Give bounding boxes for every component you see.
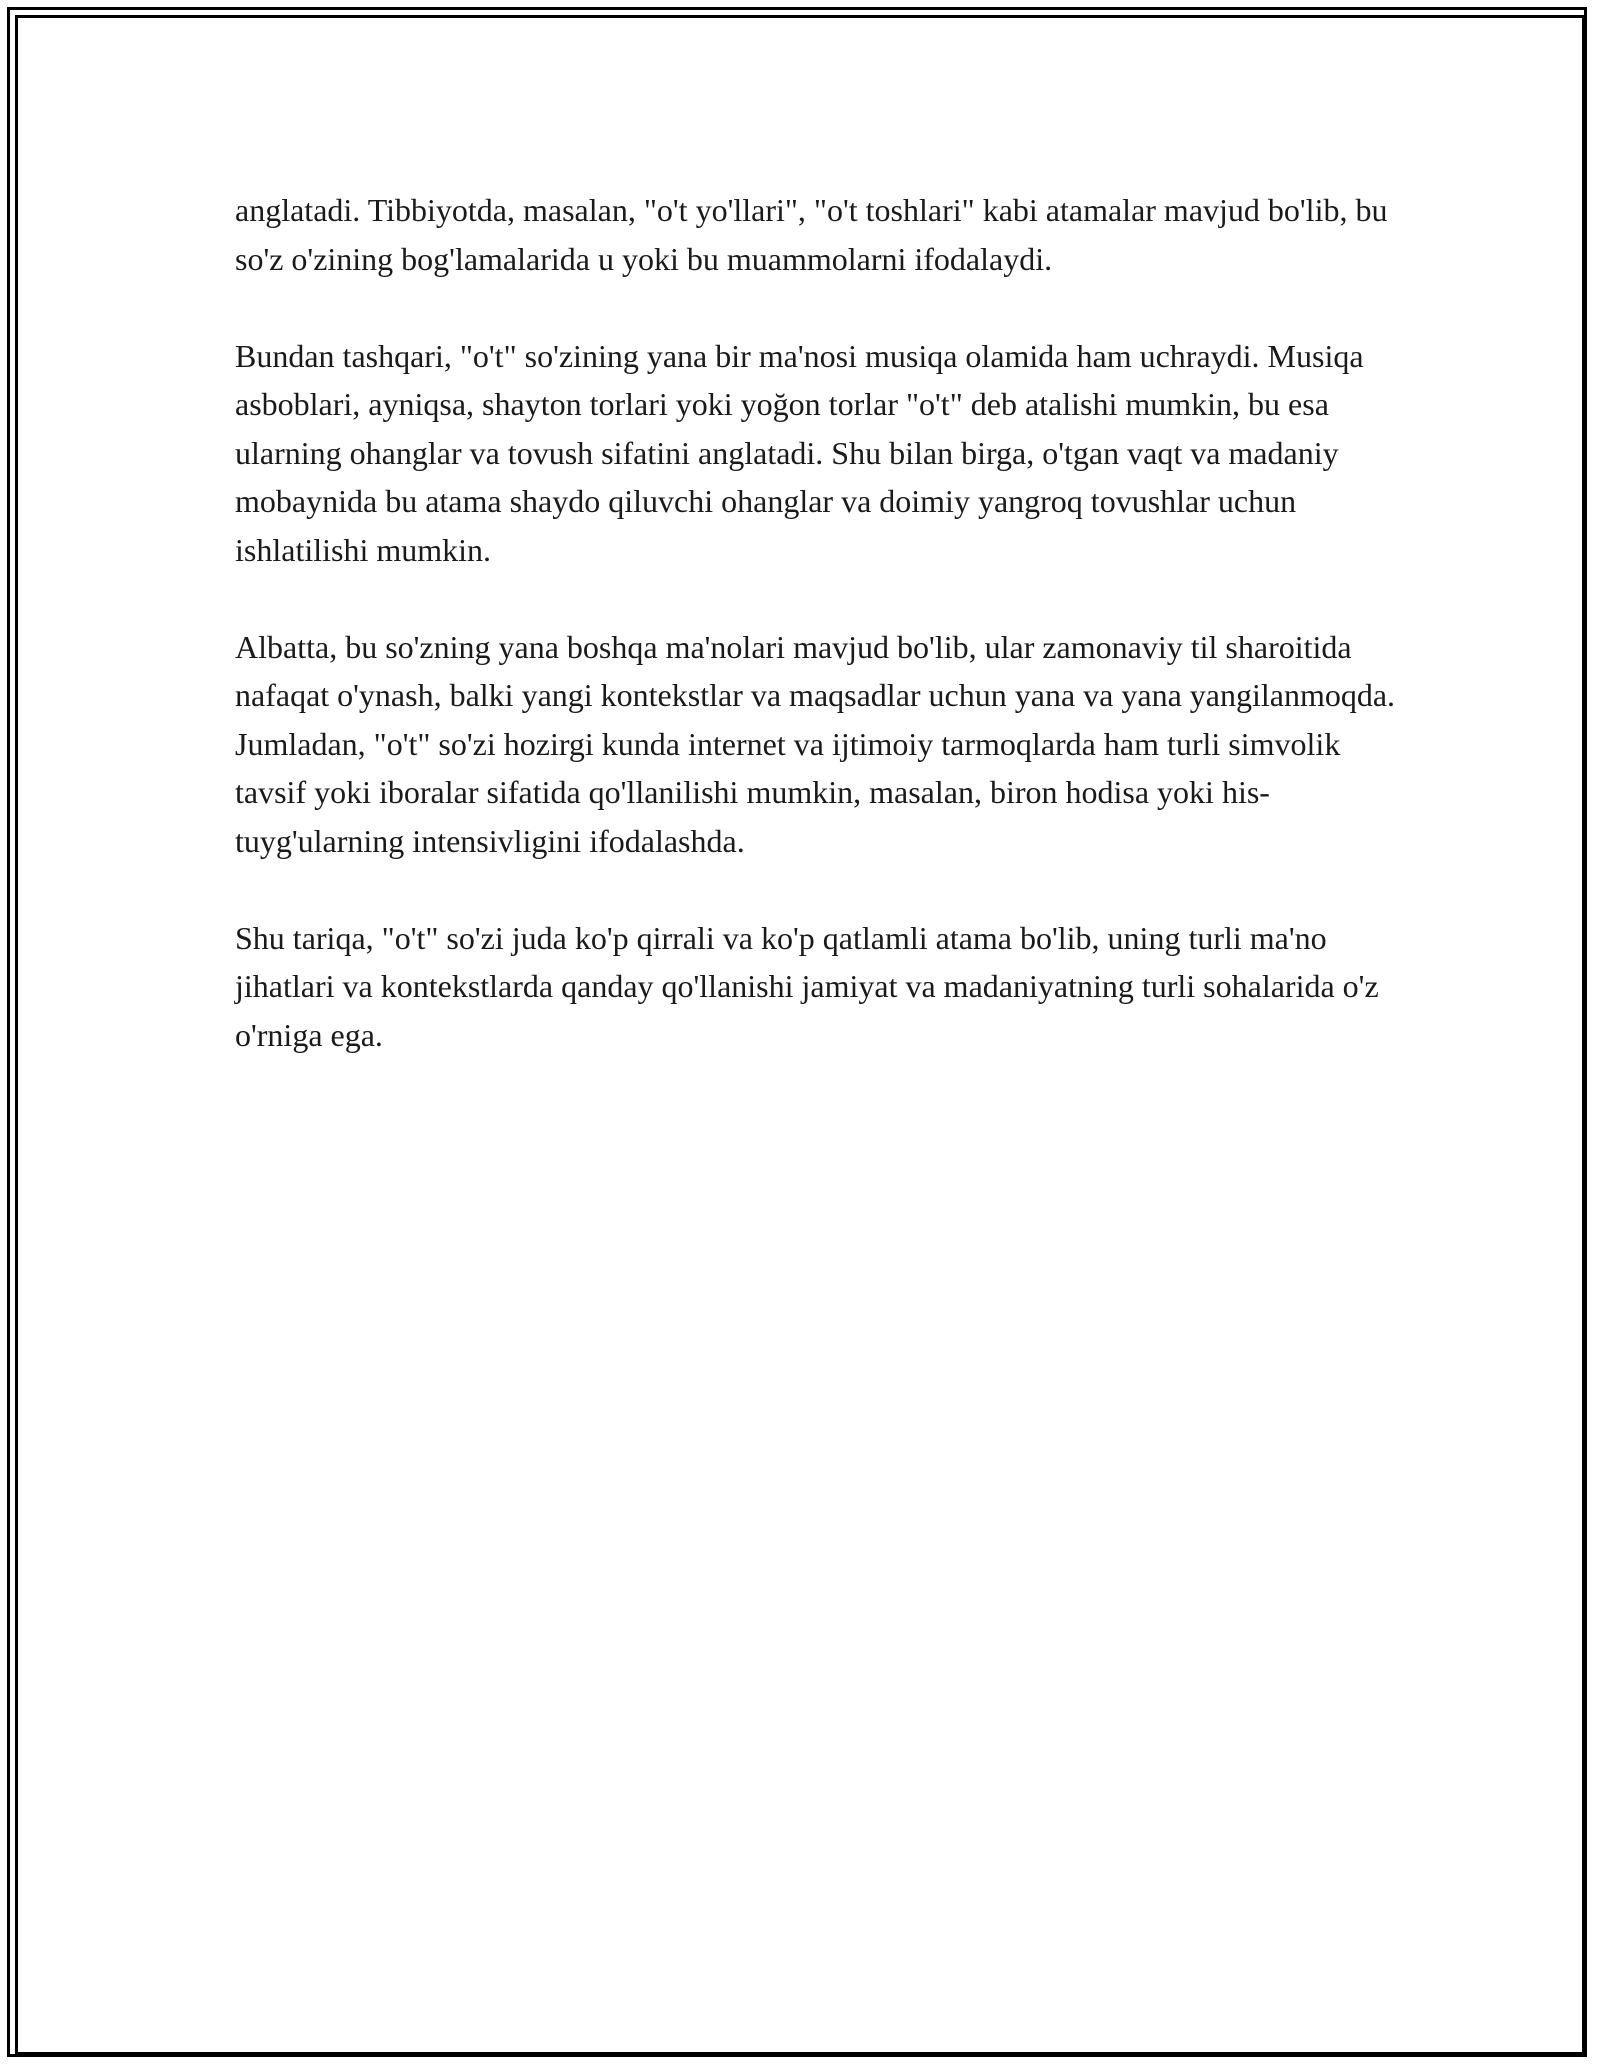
- paragraph: anglatadi. Tibbiyotda, masalan, "o't yo'llari", "o't toshlari" kabi atamalar mavjud bo'lib, bu so'z o'zining bog'lamalarida u yoki bu muammolarni ifodalaydi.: [235, 192, 1388, 277]
- paragraph: Bundan tashqari, "o't" so'zining yana bir ma'nosi musiqa olamida ham uchraydi. Musiqa asboblari, ayniqsa, shayton torlari yoki yoğon torlar "o't" deb atalishi mumkin, bu esa ularning ohanglar va tovush sifatini anglatadi. Shu bilan birga, o'tgan vaqt va madaniy mobaynida bu atama shaydo qiluvchi ohanglar va doimiy yangroq tovushlar uchun ishlatilishi mumkin.: [235, 337, 1364, 568]
- paragraph: Albatta, bu so'zning yana boshqa ma'nolari mavjud bo'lib, ular zamonaviy til sharoitida nafaqat o'ynash, balki yangi kontekstlar va maqsadlar uchun yana va yana yangilanmoqda. Jumladan, "o't" so'zi hozirgi kunda internet va ijtimoiy tarmoqlarda ham turli simvolik tavsif yoki iboralar sifatida qo'llanilishi mumkin, masalan, biron hodisa yoki his-tuyg'ularning intensivligini ifodalashda.: [235, 628, 1396, 859]
- document-body: [235, 186, 1415, 1108]
- paragraph: Shu tariqa, "o't" so'zi juda ko'p qirrali va ko'p qatlamli atama bo'lib, uning turli ma'no jihatlari va kontekstlarda qanday qo'llanishi jamiyat va madaniyatning turli sohalarida o'z o'rniga ega.: [235, 919, 1379, 1053]
